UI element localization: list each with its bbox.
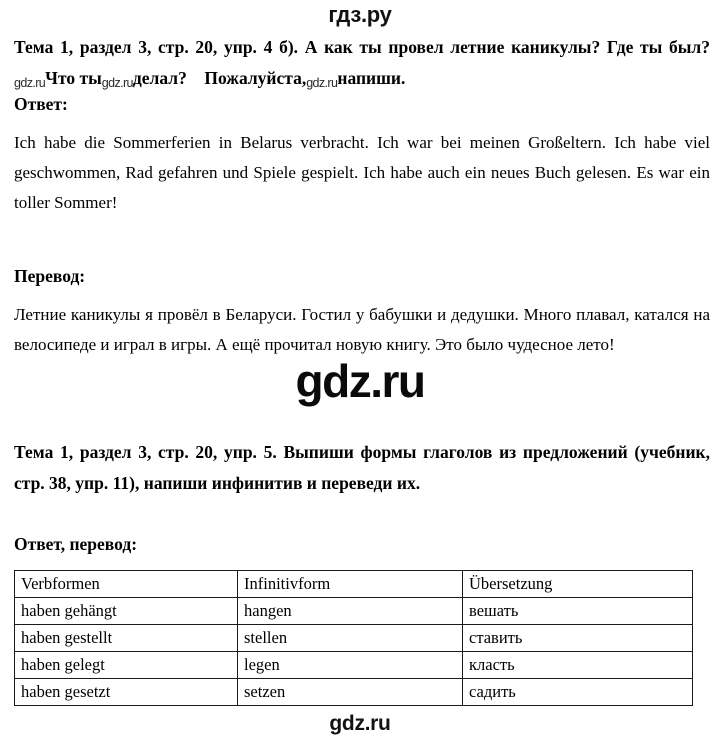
table-row: [15, 679, 693, 706]
table-header-verbformen: Verbformen: [15, 571, 238, 598]
footer-watermark: gdz.ru: [329, 712, 391, 735]
exercise-1-heading-text-4: Пожалуйста,: [204, 68, 307, 88]
cell-infinitiv: legen: [238, 652, 463, 679]
cell-verbform: haben gelegt: [15, 652, 238, 679]
table-row: [15, 625, 693, 652]
exercise-1-answer-text: Ich habe die Sommerferien in Belarus verbracht. Ich war bei meinen Großeltern. Ich habe viel geschwommen, Rad gefahren und Spiele gespielt. Ich habe auch ein neues Buch gelesen. Es war ein toller Sommer!: [14, 133, 710, 212]
verb-table-container: [14, 570, 692, 706]
exercise-2-answer-label: Ответ, перевод:: [14, 534, 138, 554]
exercise-1-translation-text: Летние каникулы я провёл в Беларуси. Гостил у бабушки и дедушки. Много плавал, катался на велосипеде и играл в игры. А ещё прочитал новую книгу. Это было чудесное лето!: [14, 305, 710, 354]
exercise-1-heading: [14, 32, 710, 99]
cell-translation: вешать: [463, 598, 693, 625]
exercise-1-heading-text-1: Тема 1, раздел 3, стр. 20, упр. 4 б). А как ты провел летние каникулы? Где ты был?: [14, 37, 710, 57]
exercise-2-heading: Тема 1, раздел 3, стр. 20, упр. 5. Выпиши формы глаголов из предложений (учебник, стр. 38, упр. 11), напиши инфинитив и переведи их.: [14, 442, 710, 493]
cell-infinitiv: hangen: [238, 598, 463, 625]
table-row: [15, 652, 693, 679]
table-header-row: [15, 571, 693, 598]
cell-infinitiv: stellen: [238, 625, 463, 652]
table-header-ubersetzung: Übersetzung: [463, 571, 693, 598]
cell-translation: садить: [463, 679, 693, 706]
inline-watermark-1: gdz.ru: [14, 76, 46, 90]
cell-verbform: haben gehängt: [15, 598, 238, 625]
exercise-1-translation-label: Перевод:: [14, 266, 86, 286]
cell-infinitiv: setzen: [238, 679, 463, 706]
cell-verbform: haben gestellt: [15, 625, 238, 652]
exercise-1-heading-text-3: делал?: [132, 68, 187, 88]
exercise-1-answer-label: Ответ:: [14, 94, 68, 114]
center-watermark: gdz.ru: [295, 355, 425, 407]
cell-translation: класть: [463, 652, 693, 679]
inline-watermark-2: gdz.ru: [101, 76, 133, 90]
site-logo: гдз.ру: [328, 2, 392, 27]
cell-verbform: haben gesetzt: [15, 679, 238, 706]
verb-forms-table: [14, 570, 693, 706]
table-row: [15, 598, 693, 625]
exercise-1-heading-text-2: Что ты: [45, 68, 102, 88]
cell-translation: ставить: [463, 625, 693, 652]
exercise-1-heading-text-5: напиши.: [337, 68, 406, 88]
table-header-infinitivform: Infinitivform: [238, 571, 463, 598]
inline-watermark-3: gdz.ru: [306, 76, 338, 90]
